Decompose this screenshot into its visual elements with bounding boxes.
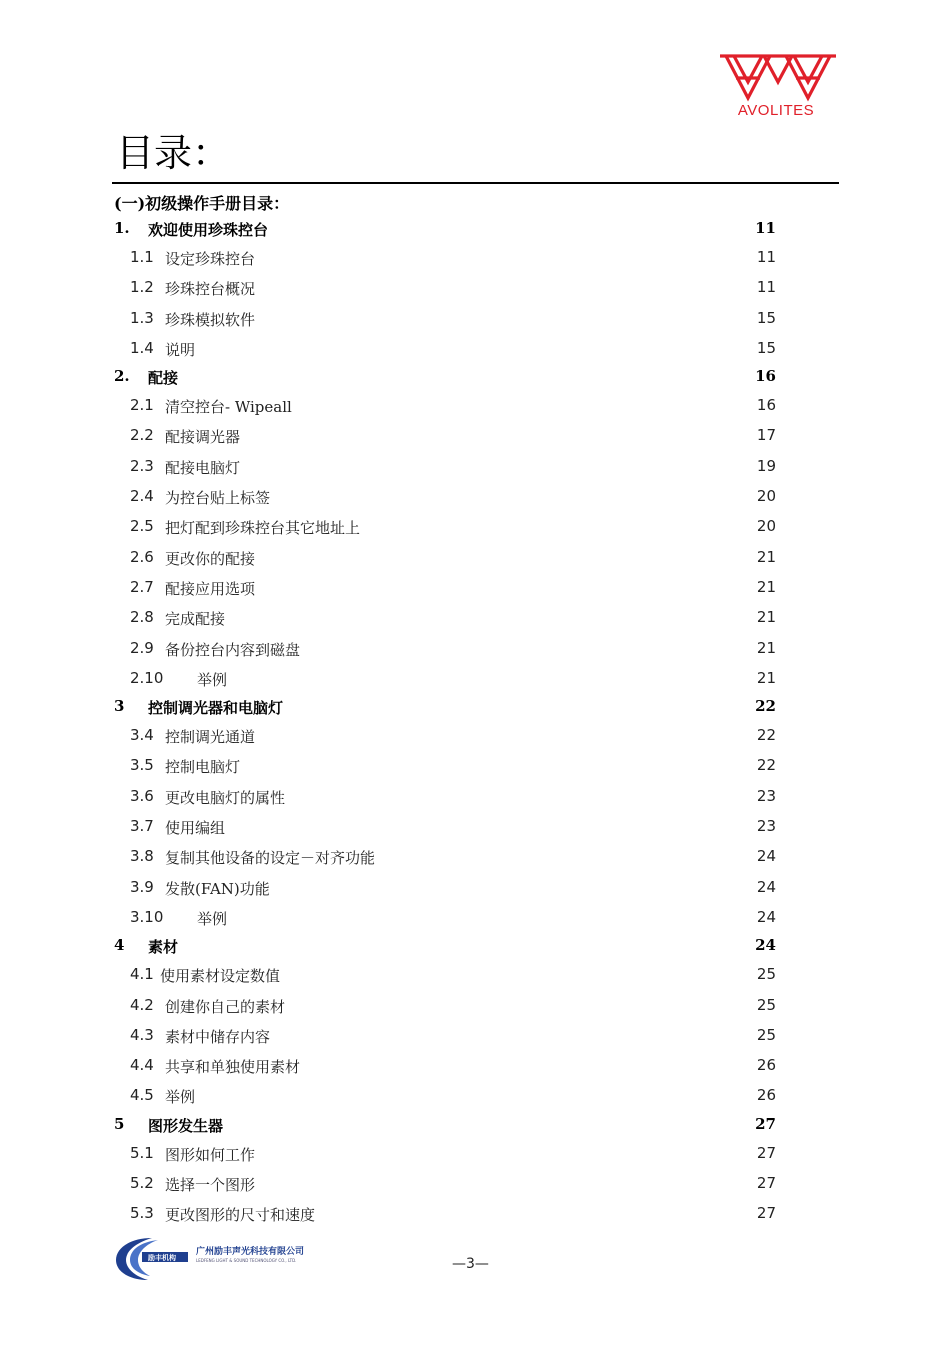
toc-entry-row[interactable]: [112, 271, 792, 301]
toc-entry-number: 2.4: [130, 487, 154, 506]
toc-entry-page: 11: [756, 248, 776, 266]
toc-entry-row[interactable]: [112, 989, 792, 1019]
toc-entry-title: 素材: [148, 938, 179, 957]
toc-entry-title: 使用素材设定数值: [160, 967, 281, 986]
toc-entry-number: 3.8: [130, 847, 154, 866]
toc-entry-row[interactable]: [112, 419, 792, 449]
toc-entry-page: 20: [756, 517, 776, 536]
toc-entry-page: 26: [756, 1056, 776, 1075]
toc-entry-title: 欢迎使用珍珠控台: [148, 221, 269, 239]
table-of-contents: [112, 214, 792, 1228]
toc-entry-number: 3.4: [130, 726, 154, 745]
toc-entry-row[interactable]: [112, 958, 792, 988]
toc-entry-page: 27: [756, 1204, 776, 1223]
toc-entry-page: 21: [756, 608, 776, 627]
toc-entry-page: 15: [756, 338, 776, 357]
toc-entry-title: 配接电脑灯: [165, 458, 241, 477]
toc-entry-page: 25: [756, 995, 776, 1014]
toc-entry-row[interactable]: [112, 1019, 792, 1049]
toc-entry-number: 2.7: [130, 577, 154, 596]
company-logo-icon: [112, 1234, 192, 1282]
toc-entry-title: 把灯配到珍珠控台其它地址上: [165, 519, 361, 538]
toc-entry-page: 27: [756, 1174, 776, 1193]
toc-entry-row[interactable]: [112, 632, 792, 662]
toc-entry-row[interactable]: [112, 302, 792, 332]
toc-entry-row[interactable]: [112, 480, 792, 510]
toc-entry-number: 2.8: [130, 608, 154, 627]
toc-entry-number: 2.5: [130, 517, 154, 536]
toc-entry-row[interactable]: [112, 389, 792, 419]
toc-entry-page: 22: [755, 697, 776, 716]
toc-entry-number: 3.7: [130, 817, 154, 836]
toc-entry-title: 发散(FAN)功能: [165, 879, 270, 898]
toc-entry-page: 24: [756, 847, 776, 866]
toc-entry-page: 24: [756, 907, 776, 926]
toc-entry-title: 控制电脑灯: [165, 758, 241, 777]
toc-entry-title: 共享和单独使用素材: [165, 1058, 301, 1077]
toc-entry-row[interactable]: [112, 719, 792, 749]
toc-entry-row[interactable]: [112, 450, 792, 480]
toc-entry-title: 更改电脑灯的属性: [165, 788, 286, 807]
toc-entry-page: 11: [756, 278, 776, 297]
toc-entry-number: 1.: [114, 219, 130, 237]
toc-entry-row[interactable]: [112, 749, 792, 779]
toc-entry-number: 2.10: [130, 668, 164, 687]
toc-entry-number: 4.2: [130, 995, 154, 1014]
toc-entry-number: 1.4: [130, 338, 154, 357]
toc-entry-page: 17: [756, 426, 776, 445]
toc-entry-number: 2.6: [130, 547, 154, 566]
toc-entry-number: 5.1: [130, 1143, 154, 1162]
toc-entry-title: 说明: [165, 340, 196, 359]
toc-entry-page: 27: [755, 1114, 776, 1133]
toc-entry-row[interactable]: [112, 1197, 792, 1227]
toc-entry-number: 3.5: [130, 756, 154, 775]
toc-entry-page: 16: [756, 396, 776, 415]
toc-entry-page: 26: [756, 1086, 776, 1105]
toc-entry-row[interactable]: [112, 1137, 792, 1167]
toc-entry-page: 15: [756, 308, 776, 327]
toc-entry-row[interactable]: [112, 571, 792, 601]
toc-entry-number: 4.4: [130, 1056, 154, 1075]
toc-entry-title: 备份控台内容到磁盘: [165, 640, 301, 659]
toc-entry-number: 4.3: [130, 1025, 154, 1044]
toc-entry-page: 27: [756, 1143, 776, 1162]
toc-entry-row[interactable]: [112, 780, 792, 810]
toc-entry-title: 更改图形的尺寸和速度: [165, 1206, 316, 1225]
toc-entry-title: 配接应用选项: [165, 579, 256, 598]
toc-entry-number: 2.3: [130, 456, 154, 475]
toc-entry-title: 配接: [148, 369, 179, 388]
toc-entry-title: 图形发生器: [148, 1116, 224, 1135]
toc-entry-number: 3.10: [130, 907, 164, 926]
toc-section-title: (一)初级操作手册目录：: [114, 194, 290, 213]
toc-entry-row[interactable]: [112, 810, 792, 840]
toc-entry-title: 控制调光器和电脑灯: [148, 699, 284, 718]
toc-entry-row[interactable]: [112, 510, 792, 540]
toc-entry-title: 举例: [197, 670, 228, 689]
toc-chapter-row[interactable]: [112, 931, 792, 958]
toc-entry-number: 5: [114, 1114, 125, 1133]
toc-entry-number: 2.9: [130, 638, 154, 657]
toc-entry-title: 素材中储存内容: [165, 1027, 271, 1046]
toc-entry-title: 为控台贴上标签: [165, 489, 271, 508]
toc-entry-page: 11: [755, 219, 776, 237]
toc-entry-page: 16: [755, 367, 776, 386]
toc-entry-number: 2.: [114, 367, 130, 386]
toc-entry-title: 设定珍珠控台: [165, 250, 256, 268]
company-english-name: LEDFENG LIGHT & SOUND TECHNOLOGY CO., LTD.: [196, 1258, 297, 1263]
toc-entry-title: 选择一个图形: [165, 1176, 256, 1195]
title-divider: [112, 182, 839, 184]
toc-entry-number: 1.2: [130, 278, 154, 297]
page-title: 目录：: [116, 131, 231, 175]
toc-entry-title: 配接调光器: [165, 428, 241, 447]
toc-entry-title: 清空控台- Wipeall: [165, 398, 292, 417]
toc-entry-row[interactable]: [112, 871, 792, 901]
toc-entry-title: 图形如何工作: [165, 1145, 256, 1164]
toc-entry-row[interactable]: [112, 1167, 792, 1197]
toc-entry-number: 2.1: [130, 396, 154, 415]
toc-entry-row[interactable]: [112, 332, 792, 362]
toc-entry-number: 4.5: [130, 1086, 154, 1105]
toc-entry-title: 举例: [197, 909, 228, 928]
toc-entry-row[interactable]: [112, 662, 792, 692]
avolites-logo: [718, 52, 838, 122]
toc-chapter-row[interactable]: [112, 692, 792, 719]
page-number: —3—: [452, 1256, 489, 1272]
toc-entry-number: 2.2: [130, 426, 154, 445]
toc-entry-row[interactable]: [112, 840, 792, 870]
toc-entry-row[interactable]: [112, 901, 792, 931]
toc-entry-title: 控制调光通道: [165, 728, 256, 747]
toc-entry-page: 23: [756, 786, 776, 805]
toc-chapter-row[interactable]: [112, 1110, 792, 1137]
toc-entry-page: 24: [755, 936, 776, 955]
toc-entry-page: 21: [756, 638, 776, 657]
toc-entry-row[interactable]: [112, 1049, 792, 1079]
toc-entry-page: 25: [756, 965, 776, 984]
toc-entry-page: 22: [756, 756, 776, 775]
toc-entry-number: 4.1: [130, 965, 154, 984]
toc-entry-page: 21: [756, 547, 776, 566]
company-name: 广州励丰声光科技有限公司: [196, 1247, 305, 1257]
toc-entry-page: 21: [756, 668, 776, 687]
toc-entry-page: 24: [756, 877, 776, 896]
toc-entry-number: 5.3: [130, 1204, 154, 1223]
toc-chapter-row[interactable]: [112, 362, 792, 389]
toc-entry-row[interactable]: [112, 541, 792, 571]
toc-entry-title: 复制其他设备的设定－对齐功能: [165, 849, 376, 868]
toc-entry-number: 3: [114, 697, 125, 716]
toc-entry-number: 1.3: [130, 308, 154, 327]
toc-entry-page: 20: [756, 487, 776, 506]
brand-name: AVOLITES: [737, 102, 815, 119]
svg-text:励丰机构: 励丰机构: [148, 1254, 176, 1262]
toc-entry-number: 3.6: [130, 786, 154, 805]
toc-entry-row[interactable]: [112, 241, 792, 271]
toc-entry-row[interactable]: [112, 601, 792, 631]
toc-entry-title: 珍珠模拟软件: [165, 310, 256, 329]
toc-entry-page: 22: [756, 726, 776, 745]
toc-entry-title: 完成配接: [165, 610, 226, 629]
toc-entry-page: 19: [756, 456, 776, 475]
toc-entry-page: 21: [756, 577, 776, 596]
toc-chapter-row[interactable]: [112, 214, 792, 241]
toc-entry-number: 5.2: [130, 1174, 154, 1193]
toc-entry-number: 3.9: [130, 877, 154, 896]
toc-entry-title: 珍珠控台概况: [165, 280, 256, 299]
toc-entry-page: 25: [756, 1025, 776, 1044]
avolites-logo-mark: [718, 52, 838, 102]
toc-entry-number: 4: [114, 936, 125, 955]
toc-entry-title: 更改你的配接: [165, 549, 256, 568]
toc-entry-title: 创建你自己的素材: [165, 997, 286, 1016]
toc-entry-title: 使用编组: [165, 819, 226, 838]
toc-entry-page: 23: [756, 817, 776, 836]
toc-entry-row[interactable]: [112, 1079, 792, 1109]
toc-entry-number: 1.1: [130, 248, 154, 266]
toc-entry-title: 举例: [165, 1088, 196, 1107]
